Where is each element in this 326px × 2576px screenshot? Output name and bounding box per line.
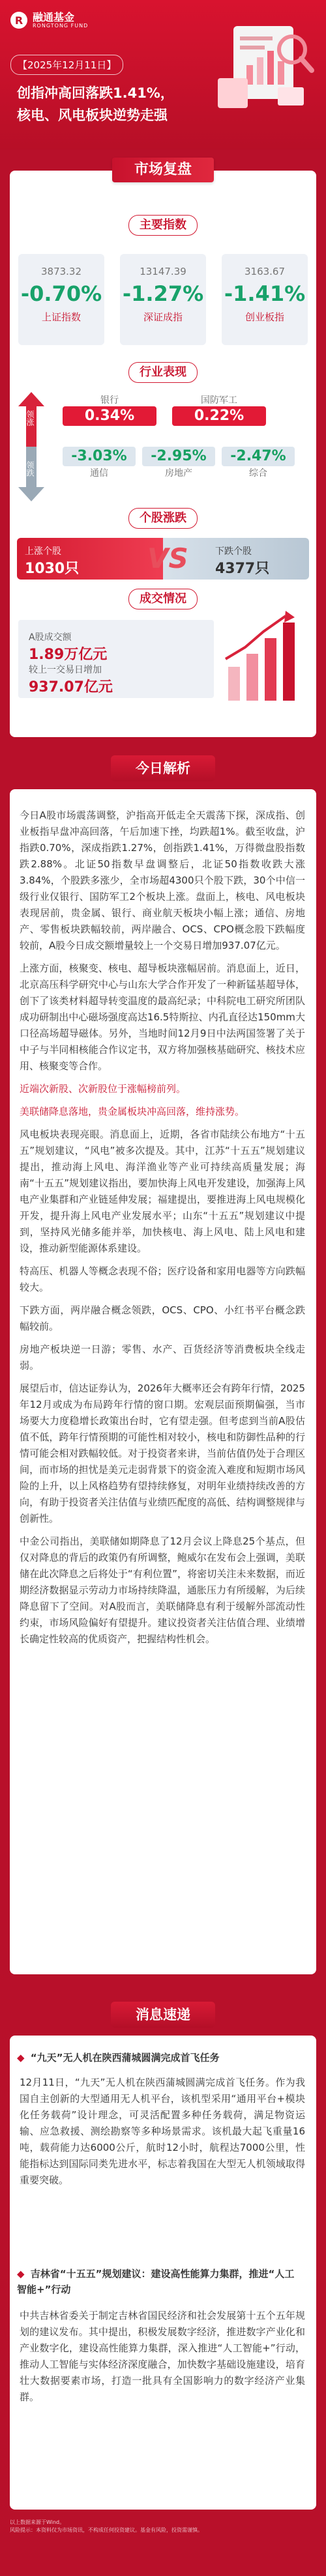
market-illustration-icon xyxy=(210,18,316,116)
volume-change-value: 937.07亿元 xyxy=(29,679,113,695)
disclaimer-line: 以上数据来源于Wind。 xyxy=(10,2519,65,2525)
industry-up-label: 领涨 xyxy=(25,410,35,426)
indices-title: 主要指数 xyxy=(128,215,198,236)
industry-name: 国防军工 xyxy=(201,395,237,406)
industry-name: 银行 xyxy=(100,395,119,406)
rising-label: 上涨个股 xyxy=(25,546,61,557)
news-bullet-icon: ◆ xyxy=(17,2268,25,2280)
industry-title: 行业表现 xyxy=(128,362,198,383)
analysis-body xyxy=(20,807,305,1654)
analysis-paragraph: 特高压、机器人等概念表现不俗；医疗设备和家用电器等方向跌幅较大。 xyxy=(20,1265,305,1293)
rising-stocks xyxy=(17,538,163,580)
index-card xyxy=(18,254,104,345)
index-change: -1.27% xyxy=(122,281,204,306)
rising-count: 1030只 xyxy=(25,561,80,577)
brand-logo xyxy=(10,12,88,29)
disclaimer xyxy=(10,2519,316,2534)
report-date: 【2025年12月11日】 xyxy=(10,55,123,75)
logo-icon: R xyxy=(10,12,27,29)
industry-change: -2.95% xyxy=(142,447,215,466)
index-name: 上证指数 xyxy=(41,311,81,323)
news-item-body: 中共吉林省委关于制定吉林省国民经济和社会发展第十五个五年规划的建议发布。其中提出，积极发展数字经济，推进数字产业化和产业数字化，建设高性能算力集群，深入推进“人工智能+”行动，推动人工智能与实体经济深度融合，加快数字基础设施建设，培育壮大数据要素市场，打造一批具有全国影响力的数字经济产业集群。 xyxy=(20,2310,305,2403)
industry-change: -3.03% xyxy=(63,447,136,466)
title-line-1: 创指冲高回落跌1.41%， xyxy=(17,85,174,101)
industry-name: 房地产 xyxy=(165,468,192,479)
volume-change-label: 较上一交易日增加 xyxy=(29,665,102,675)
industry-name: 综合 xyxy=(249,468,267,479)
news-title-text: 吉林省“十五五”规划建议：建设高性能算力集群，推进“人工智能+”行动 xyxy=(17,2268,295,2295)
indices-panel xyxy=(18,254,308,345)
industry-down-label: 领跌 xyxy=(25,461,35,477)
analysis-paragraph: 房地产板块逆一日游；零售、水产、百货经济等消费板块全线走弱。 xyxy=(20,1343,305,1371)
industry-up-item xyxy=(63,393,156,426)
title-line-2: 核电、风电板块逆势走强 xyxy=(17,107,168,123)
industry-panel xyxy=(63,393,297,499)
index-value: 13147.39 xyxy=(140,266,186,277)
analysis-paragraph: 近端次新股、次新股位于涨幅榜前列。 xyxy=(20,1083,186,1095)
breadth-title: 个股涨跌 xyxy=(128,508,198,529)
hero-header xyxy=(0,0,326,150)
analysis-paragraph: 今日A股市场震荡调整，沪指高开低走全天震荡下探，深成指、创业板指早盘冲高回落，午后加速下挫，均跌超1%。截至收盘，沪指跌0.70%，深成指跌1.27%，创指跌1.41%，万得微盘股指数跌2.88%。北证50指数早盘调整后，北证50指数收跌大涨3.84%，个股跌多涨少，全市场超4300只个股下跌，30个中信一级行业仅银行、国防军工2个板块上涨。盘面上，核电、风电板块表现居前，贵金属、银行、商业航天板块小幅上涨；通信、房地产、零售板块跌幅较前，两岸融合、OCS、CPO概念股下跌幅度较前，A股今日成交额增量较上一个交易日增加937.07亿元。 xyxy=(20,809,305,951)
index-value: 3873.32 xyxy=(40,266,82,277)
volume-value: 1.89万亿元 xyxy=(29,647,108,663)
index-change: -0.70% xyxy=(20,281,102,306)
analysis-paragraph: 中金公司指出，美联储如期降息了12月会议上降息25个基点，但仅对降息的背后的政策仍有所调整，鲍威尔在发布会上强调，美联储在此次降息之后将处于“有利位置”，将密切关注未来数据，而近期经济数据显示劳动力市场持续降温，通胀压力有所缓解，为后续降息留下了空间。对A股而言，美联储降息有利于缓解外部流动性约束，市场风险偏好有望提升。建议投资者关注估值合理、业绩增长确定性较高的优质资产，把握结构性机会。 xyxy=(20,1535,305,1645)
analysis-paragraph: 下跌方面，两岸融合概念领跌，OCS、CPO、小红书平台概念跌幅较前。 xyxy=(20,1304,305,1332)
analysis-paragraph: 上涨方面，核聚变、核电、超导板块涨幅居前。消息面上，近日，北京高压科学研究中心与山东大学合作开发了一种新锰基超导体，创下了该类材料超导转变温度的最高纪录；中科院电工研究所团队成功研制出中心磁场强度高达16.5特斯拉、内孔直径达150mm大口径高场超导磁体。另外，当地时间12月9日中法两国签署了关于中子与半同相核能合作议定书，双方将加强核基础研究、核技术应用、核聚变等合作。 xyxy=(20,962,305,1072)
falling-count: 4377只 xyxy=(215,561,270,577)
analysis-paragraph: 风电板块表现亮眼。消息面上，近期，各省市陆续公布地方“十五五”规划建议，“风电”被多次提及。其中，江苏“十五五”规划建议提出，推动海上风电、海洋渔业等产业可持续高质量发展；海南“十五五”规划建议指出，要加快海上风电开发建设，加强海上风电产业集群和产业链延伸发展；福建提出，要推进海上风电规模化开发，提升海上风电产业发展水平；山东“十五五”规划建议中提到，坚持风光储多能并举，加快核电、海上风电、陆上风电和建设，推动新型能源体系建设。 xyxy=(20,1128,305,1254)
news-item-body: 12月11日，“九天”无人机在陕西蒲城圆满完成首飞任务。作为我国自主创新的大型通用无人机平台，该机型采用“通用平台+模块化任务载荷”设计理念，可灵活配置多种任务载荷，满足物资运输、应急救援、测绘勘察等多种场景需求。该机最大起飞重量16吨，载荷能力达6000公斤，航时12小时，航程达7000公里，性能指标达到国际同类先进水平，标志着我国在大型无人机领域取得重要突破。 xyxy=(20,2077,305,2186)
volume-panel xyxy=(18,620,214,698)
analysis-heading: 今日解析 xyxy=(111,755,215,781)
industry-up-item xyxy=(172,393,266,426)
index-card xyxy=(222,254,308,345)
industry-down-item xyxy=(63,447,136,479)
falling-label: 下跌个股 xyxy=(215,546,252,557)
news-bullet-icon: ◆ xyxy=(17,2052,25,2064)
industry-change: 0.34% xyxy=(63,406,156,426)
industry-change: -2.47% xyxy=(222,447,295,466)
index-card xyxy=(120,254,206,345)
news-item-title xyxy=(17,2266,304,2297)
page-title xyxy=(17,82,174,126)
news-title-text: “九天”无人机在陕西蒲城圆满完成首飞任务 xyxy=(30,2052,220,2064)
industry-down-item xyxy=(142,447,215,479)
brand-name: 融通基金 xyxy=(33,10,75,23)
volume-title: 成交情况 xyxy=(128,589,198,609)
index-name: 创业板指 xyxy=(244,311,284,323)
vs-icon: VS xyxy=(147,542,188,574)
industry-change: 0.22% xyxy=(172,406,266,426)
brand-subtitle: RONGTONG FUND xyxy=(33,22,89,29)
analysis-paragraph: 美联储降息落地，贵金属板块冲高回落，维持涨势。 xyxy=(20,1106,245,1117)
news-heading: 消息速递 xyxy=(111,2002,215,2028)
industry-name: 通信 xyxy=(90,468,108,479)
bar-growth-icon xyxy=(222,609,305,701)
industry-down-item xyxy=(222,447,295,479)
index-change: -1.41% xyxy=(224,281,306,306)
news-item-title xyxy=(17,2050,304,2065)
index-name: 深证成指 xyxy=(143,311,183,323)
volume-label: A股成交额 xyxy=(29,632,72,643)
analysis-paragraph: 展望后市，信达证券认为，2026年大概率还会有跨年行情，2025年12月或成为布局跨年行情的窗口期。宏观层面预期偏强，当市场要大力度稳增长政策出台时，它有望走强。但考虑到当前A股估值不低，跨年行情预期的可能性相对较小，核电和防御性品种的行情可能会相对跌幅较低。对于投资者来讲，当前估值仍处于合理区间，而市场的担忧是美元走弱背景下的资金流入难度和短期市场风险的上升，以上风格趋势有望持续修复，对明年业绩持续改善的方向，有助于投资者关注估值与业绩匹配度的高低、结构调整规律与创新性。 xyxy=(20,1382,305,1524)
disclaimer-line: 风险提示：本资料仅为市场资讯，不构成任何投资建议。基金有风险，投资需谨慎。 xyxy=(10,2527,203,2533)
up-down-arrow-icon xyxy=(18,392,44,501)
market-review-heading: 市场复盘 xyxy=(112,158,214,182)
index-value: 3163.67 xyxy=(244,266,286,277)
